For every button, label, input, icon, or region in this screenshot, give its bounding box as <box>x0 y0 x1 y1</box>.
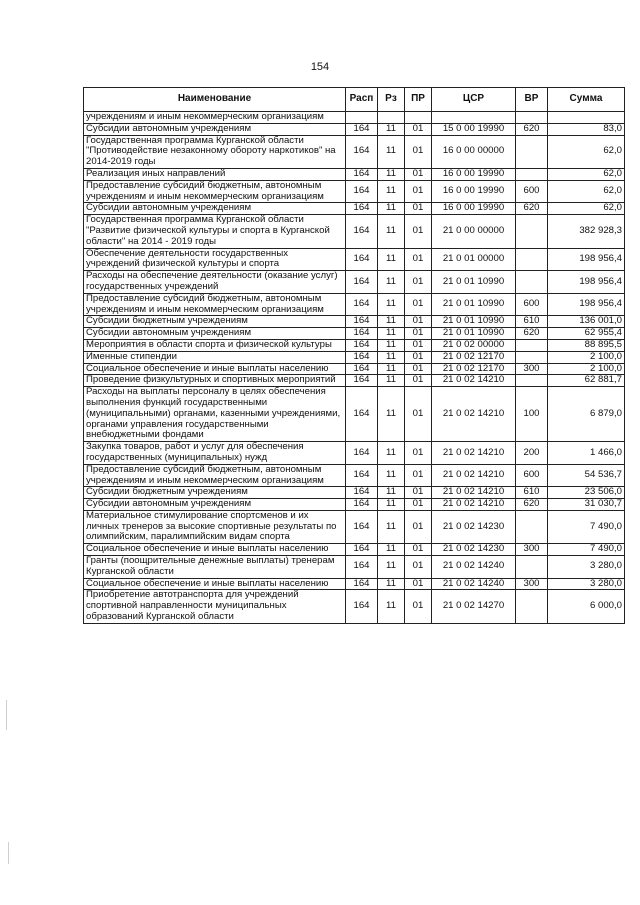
cell-rasp: 164 <box>346 442 378 465</box>
cell-name: Обеспечение деятельности государственных учреждений физической культуры и спорта <box>84 248 346 271</box>
cell-rasp: 164 <box>346 556 378 579</box>
cell-sum: 136 001,0 <box>548 316 625 328</box>
table-row <box>84 215 625 248</box>
cell-pr: 01 <box>405 578 432 590</box>
cell-rz: 11 <box>378 578 405 590</box>
cell-name: Государственная программа Курганской области "Развитие физической культуры и спорта в Курганской области" на 2014 - 2019 годы <box>84 215 346 248</box>
cell-vr <box>516 215 548 248</box>
cell-name: Предоставление субсидий бюджетным, автономным учреждениям и иным некоммерческим организациям <box>84 180 346 203</box>
header-rasp: Расп <box>346 88 378 112</box>
cell-pr: 01 <box>405 316 432 328</box>
cell-csr: 21 0 02 14210 <box>432 464 516 487</box>
cell-pr: 01 <box>405 544 432 556</box>
cell-csr: 21 0 00 00000 <box>432 215 516 248</box>
cell-rz: 11 <box>378 442 405 465</box>
cell-rz: 11 <box>378 168 405 180</box>
cell-vr: 620 <box>516 328 548 340</box>
cell-name: Государственная программа Курганской области "Противодействие незаконному обороту наркотиков" на 2014-2019 годы <box>84 135 346 168</box>
cell-vr <box>516 590 548 623</box>
table-row <box>84 544 625 556</box>
table-body <box>84 112 625 624</box>
cell-sum: 3 280,0 <box>548 556 625 579</box>
cell-sum <box>548 112 625 124</box>
cell-rz: 11 <box>378 375 405 387</box>
header-csr: ЦСР <box>432 88 516 112</box>
cell-vr: 600 <box>516 180 548 203</box>
table-row <box>84 293 625 316</box>
cell-name: Субсидии бюджетным учреждениям <box>84 487 346 499</box>
table-row <box>84 556 625 579</box>
cell-csr: 21 0 02 12170 <box>432 363 516 375</box>
cell-pr: 01 <box>405 487 432 499</box>
scan-mark <box>6 700 7 730</box>
cell-vr: 300 <box>516 578 548 590</box>
cell-sum: 62,0 <box>548 203 625 215</box>
cell-rasp: 164 <box>346 203 378 215</box>
cell-pr: 01 <box>405 271 432 294</box>
table-row <box>84 316 625 328</box>
cell-rz: 11 <box>378 556 405 579</box>
table-row <box>84 135 625 168</box>
cell-rasp: 164 <box>346 590 378 623</box>
cell-vr: 200 <box>516 442 548 465</box>
cell-csr: 21 0 01 10990 <box>432 271 516 294</box>
cell-sum: 198 956,4 <box>548 271 625 294</box>
cell-rz: 11 <box>378 180 405 203</box>
cell-name: Субсидии автономным учреждениям <box>84 328 346 340</box>
table-row <box>84 203 625 215</box>
table-row <box>84 123 625 135</box>
cell-sum: 62 881,7 <box>548 375 625 387</box>
cell-name: Предоставление субсидий бюджетным, автономным учреждениям и иным некоммерческим организациям <box>84 293 346 316</box>
cell-sum: 62 955,4 <box>548 328 625 340</box>
cell-vr: 600 <box>516 293 548 316</box>
cell-rasp: 164 <box>346 271 378 294</box>
table-row <box>84 328 625 340</box>
cell-name: Расходы на выплаты персоналу в целях обеспечения выполнения функций государственными (муниципальными) органами, казенными учреждениями, органами управления государственными внебюджетными фондами <box>84 387 346 442</box>
cell-csr: 21 0 01 10990 <box>432 316 516 328</box>
cell-rz: 11 <box>378 510 405 543</box>
cell-rasp: 164 <box>346 248 378 271</box>
cell-rz: 11 <box>378 215 405 248</box>
cell-rasp: 164 <box>346 215 378 248</box>
cell-rz: 11 <box>378 387 405 442</box>
cell-sum: 198 956,4 <box>548 248 625 271</box>
cell-sum: 88 895,5 <box>548 339 625 351</box>
cell-rasp: 164 <box>346 375 378 387</box>
cell-pr: 01 <box>405 590 432 623</box>
header-sum: Сумма <box>548 88 625 112</box>
table-header <box>84 88 625 112</box>
table-row <box>84 464 625 487</box>
cell-sum: 3 280,0 <box>548 578 625 590</box>
cell-vr <box>516 135 548 168</box>
cell-vr <box>516 556 548 579</box>
table-row <box>84 339 625 351</box>
cell-csr: 16 0 00 19990 <box>432 203 516 215</box>
cell-rasp: 164 <box>346 351 378 363</box>
cell-rasp: 164 <box>346 123 378 135</box>
cell-pr: 01 <box>405 168 432 180</box>
cell-vr <box>516 168 548 180</box>
cell-sum: 382 928,3 <box>548 215 625 248</box>
cell-rz: 11 <box>378 316 405 328</box>
cell-pr: 01 <box>405 510 432 543</box>
cell-rasp: 164 <box>346 544 378 556</box>
cell-rasp: 164 <box>346 168 378 180</box>
cell-pr: 01 <box>405 123 432 135</box>
cell-rz: 11 <box>378 271 405 294</box>
cell-csr: 21 0 02 14210 <box>432 387 516 442</box>
cell-rasp: 164 <box>346 499 378 511</box>
cell-name: Социальное обеспечение и иные выплаты населению <box>84 544 346 556</box>
cell-pr: 01 <box>405 442 432 465</box>
cell-vr: 100 <box>516 387 548 442</box>
cell-name: Субсидии автономным учреждениям <box>84 499 346 511</box>
table-row <box>84 578 625 590</box>
cell-rasp: 164 <box>346 387 378 442</box>
cell-rz: 11 <box>378 499 405 511</box>
table-row <box>84 487 625 499</box>
cell-csr: 21 0 02 14240 <box>432 556 516 579</box>
cell-pr: 01 <box>405 556 432 579</box>
cell-vr: 300 <box>516 544 548 556</box>
cell-sum: 7 490,0 <box>548 544 625 556</box>
cell-rz: 11 <box>378 328 405 340</box>
cell-rasp: 164 <box>346 510 378 543</box>
cell-pr: 01 <box>405 328 432 340</box>
table-row <box>84 375 625 387</box>
cell-name: Социальное обеспечение и иные выплаты населению <box>84 363 346 375</box>
cell-sum: 62,0 <box>548 180 625 203</box>
cell-pr <box>405 112 432 124</box>
cell-vr: 620 <box>516 203 548 215</box>
table-row <box>84 590 625 623</box>
cell-sum: 83,0 <box>548 123 625 135</box>
cell-rasp: 164 <box>346 316 378 328</box>
cell-pr: 01 <box>405 135 432 168</box>
table-row <box>84 363 625 375</box>
cell-sum: 62,0 <box>548 135 625 168</box>
header-row <box>84 88 625 112</box>
cell-name: Материальное стимулирование спортсменов и их личных тренеров за высокие спортивные результаты по олимпийским, паралимпийским видам спорта <box>84 510 346 543</box>
cell-pr: 01 <box>405 180 432 203</box>
cell-rasp: 164 <box>346 363 378 375</box>
cell-name: Расходы на обеспечение деятельности (оказание услуг) государственных учреждений <box>84 271 346 294</box>
cell-csr: 21 0 01 10990 <box>432 328 516 340</box>
cell-csr: 16 0 00 19990 <box>432 168 516 180</box>
cell-csr: 21 0 02 00000 <box>432 339 516 351</box>
cell-sum: 31 030,7 <box>548 499 625 511</box>
cell-name: учреждениям и иным некоммерческим организациям <box>84 112 346 124</box>
cell-name: Предоставление субсидий бюджетным, автономным учреждениям и иным некоммерческим организациям <box>84 464 346 487</box>
cell-sum: 54 536,7 <box>548 464 625 487</box>
table-row <box>84 180 625 203</box>
cell-vr <box>516 248 548 271</box>
cell-rz: 11 <box>378 351 405 363</box>
cell-rasp: 164 <box>346 135 378 168</box>
cell-rasp: 164 <box>346 328 378 340</box>
cell-sum: 7 490,0 <box>548 510 625 543</box>
cell-vr <box>516 510 548 543</box>
cell-pr: 01 <box>405 203 432 215</box>
cell-rz: 11 <box>378 544 405 556</box>
cell-csr: 21 0 02 14230 <box>432 544 516 556</box>
cell-sum: 6 000,0 <box>548 590 625 623</box>
cell-rasp <box>346 112 378 124</box>
cell-sum: 23 506,0 <box>548 487 625 499</box>
cell-csr: 21 0 01 00000 <box>432 248 516 271</box>
cell-csr: 21 0 02 12170 <box>432 351 516 363</box>
cell-rz: 11 <box>378 464 405 487</box>
cell-csr: 21 0 02 14270 <box>432 590 516 623</box>
cell-rz: 11 <box>378 293 405 316</box>
cell-name: Закупка товаров, работ и услуг для обеспечения государственных (муниципальных) нужд <box>84 442 346 465</box>
cell-vr: 620 <box>516 123 548 135</box>
cell-pr: 01 <box>405 375 432 387</box>
cell-name: Приобретение автотранспорта для учреждений спортивной направленности муниципальных образований Курганской области <box>84 590 346 623</box>
cell-sum: 2 100,0 <box>548 363 625 375</box>
table-row <box>84 499 625 511</box>
header-name: Наименование <box>84 88 346 112</box>
cell-csr: 21 0 02 14210 <box>432 375 516 387</box>
cell-rz: 11 <box>378 248 405 271</box>
cell-pr: 01 <box>405 464 432 487</box>
budget-table <box>83 87 625 624</box>
header-pr: ПР <box>405 88 432 112</box>
header-vr: ВР <box>516 88 548 112</box>
table-row <box>84 248 625 271</box>
cell-vr <box>516 112 548 124</box>
cell-vr: 610 <box>516 487 548 499</box>
cell-vr: 300 <box>516 363 548 375</box>
table-row <box>84 168 625 180</box>
scan-mark <box>8 842 9 864</box>
table-row <box>84 351 625 363</box>
cell-rz: 11 <box>378 363 405 375</box>
cell-rz: 11 <box>378 590 405 623</box>
cell-name: Гранты (поощрительные денежные выплаты) тренерам Курганской области <box>84 556 346 579</box>
cell-rz: 11 <box>378 123 405 135</box>
cell-name: Субсидии бюджетным учреждениям <box>84 316 346 328</box>
cell-vr <box>516 351 548 363</box>
cell-name: Проведение физкультурных и спортивных мероприятий <box>84 375 346 387</box>
cell-rz: 11 <box>378 203 405 215</box>
table-row <box>84 442 625 465</box>
table-row <box>84 387 625 442</box>
cell-name: Субсидии автономным учреждениям <box>84 123 346 135</box>
cell-sum: 62,0 <box>548 168 625 180</box>
cell-name: Реализация иных направлений <box>84 168 346 180</box>
header-rz: Рз <box>378 88 405 112</box>
table-row <box>84 510 625 543</box>
cell-rz: 11 <box>378 135 405 168</box>
cell-csr <box>432 112 516 124</box>
cell-pr: 01 <box>405 339 432 351</box>
cell-csr: 21 0 02 14230 <box>432 510 516 543</box>
cell-vr: 610 <box>516 316 548 328</box>
cell-csr: 21 0 02 14210 <box>432 442 516 465</box>
cell-rasp: 164 <box>346 578 378 590</box>
cell-sum: 1 466,0 <box>548 442 625 465</box>
cell-pr: 01 <box>405 351 432 363</box>
cell-csr: 21 0 02 14210 <box>432 487 516 499</box>
cell-csr: 21 0 01 10990 <box>432 293 516 316</box>
table-row <box>84 112 625 124</box>
cell-sum: 6 879,0 <box>548 387 625 442</box>
cell-rasp: 164 <box>346 464 378 487</box>
cell-pr: 01 <box>405 293 432 316</box>
cell-sum: 2 100,0 <box>548 351 625 363</box>
cell-name: Именные стипендии <box>84 351 346 363</box>
cell-pr: 01 <box>405 248 432 271</box>
cell-rasp: 164 <box>346 487 378 499</box>
cell-csr: 21 0 02 14210 <box>432 499 516 511</box>
cell-vr <box>516 375 548 387</box>
table-row <box>84 271 625 294</box>
cell-name: Социальное обеспечение и иные выплаты населению <box>84 578 346 590</box>
cell-name: Мероприятия в области спорта и физической культуры <box>84 339 346 351</box>
cell-pr: 01 <box>405 215 432 248</box>
cell-vr: 600 <box>516 464 548 487</box>
cell-csr: 16 0 00 00000 <box>432 135 516 168</box>
cell-rasp: 164 <box>346 180 378 203</box>
cell-sum: 198 956,4 <box>548 293 625 316</box>
cell-pr: 01 <box>405 499 432 511</box>
cell-csr: 15 0 00 19990 <box>432 123 516 135</box>
cell-name: Субсидии автономным учреждениям <box>84 203 346 215</box>
cell-vr <box>516 271 548 294</box>
cell-vr: 620 <box>516 499 548 511</box>
page-number: 154 <box>310 61 330 73</box>
cell-rz <box>378 112 405 124</box>
cell-rz: 11 <box>378 339 405 351</box>
cell-vr <box>516 339 548 351</box>
cell-pr: 01 <box>405 363 432 375</box>
cell-csr: 21 0 02 14240 <box>432 578 516 590</box>
cell-csr: 16 0 00 19990 <box>432 180 516 203</box>
cell-pr: 01 <box>405 387 432 442</box>
cell-rasp: 164 <box>346 293 378 316</box>
cell-rasp: 164 <box>346 339 378 351</box>
cell-rz: 11 <box>378 487 405 499</box>
